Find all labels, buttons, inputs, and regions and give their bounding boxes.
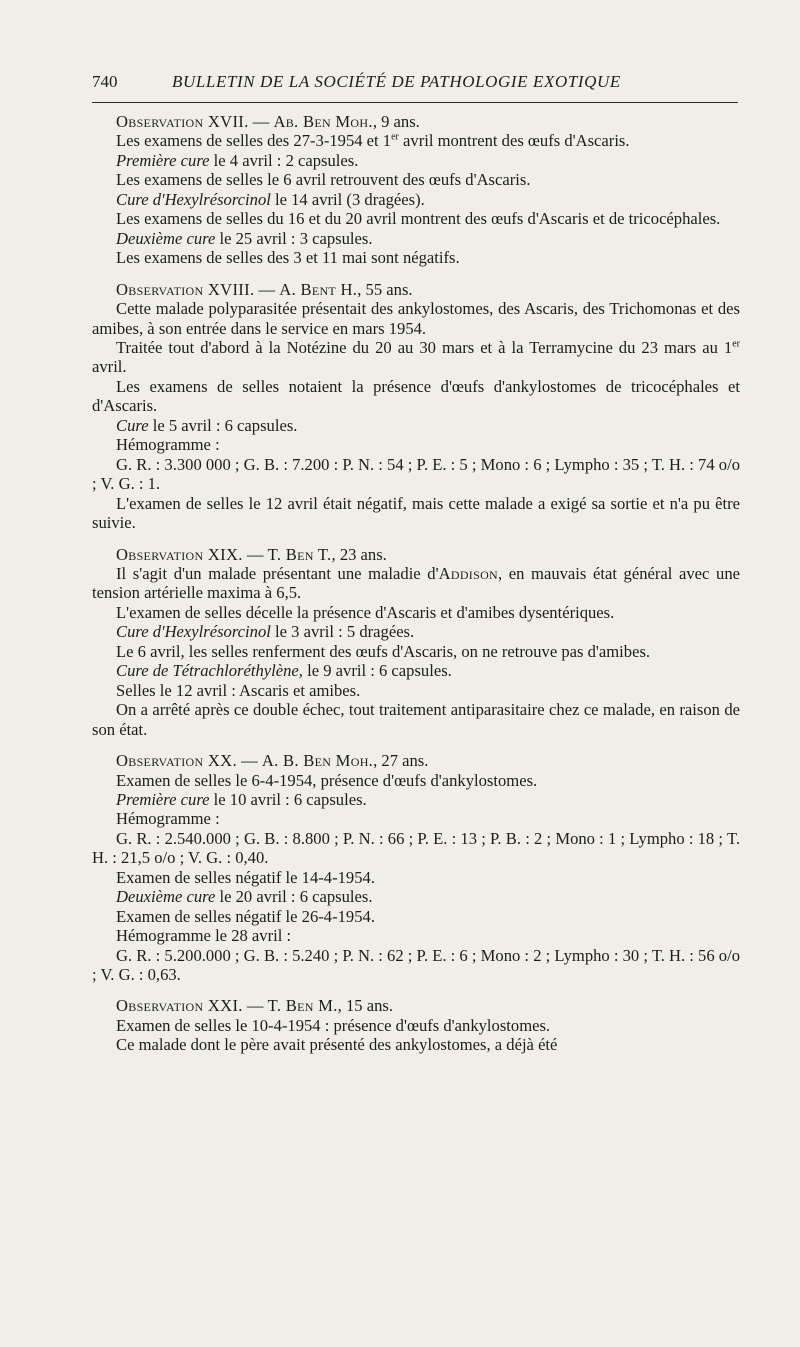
observation-heading: Observation XXI. — T. Ben M., 15 ans. [116,996,393,1016]
patient-name: Ab. Ben Moh. [273,112,373,131]
paragraph: Deuxième cure le 20 avril : 6 capsules. [116,887,373,907]
paragraph: Deuxième cure le 25 avril : 3 capsules. [116,228,373,248]
patient-name: T. Ben M. [267,996,338,1016]
paragraph: Ce malade dont le père avait présenté des ankylostomes, a déjà été [116,1035,558,1055]
observation-heading: Observation XVIII. — A. Bent H., 55 ans. [116,279,413,299]
observation-heading: Observation XIX. — T. Ben T., 23 ans. [116,544,387,564]
page-body [92,112,740,1055]
observation-label: Observation XIX. [116,544,243,564]
paragraph: L'examen de selles décelle la présence d'Ascaris et d'amibes dysentériques. [116,602,615,622]
observation-label: Observation XXI. [116,996,243,1016]
page-number: 740 [92,72,118,91]
paragraph: Traitée tout d'abord à la Notézine du 20 au 30 mars et à la Terramycine du 23 mars au 1er avril. [92,337,740,377]
paragraph: Les examens de selles notaient la présence d'œufs d'ankylostomes de tricocéphales et d'Ascaris. [92,376,740,416]
patient-name: T. Ben T. [267,544,332,564]
paragraph: Les examens de selles du 16 et du 20 avril montrent des œufs d'Ascaris et de tricocéphales. [116,209,721,229]
paragraph: Hémogramme le 28 avril : [116,926,292,946]
paragraph: Cette malade polyparasitée présentait des ankylostomes, des Ascaris, des Trichomonas et des amibes, à son entrée dans le service en mars 1954. [92,299,740,338]
paragraph: Examen de selles négatif le 14-4-1954. [116,867,375,887]
observation-18 [92,280,740,533]
paragraph: Il s'agit d'un malade présentant une maladie d'Addison, en mauvais état général avec une tension artérielle maxima à 6,5. [92,563,740,603]
paragraph: Les examens de selles des 3 et 11 mai sont négatifs. [116,248,460,268]
observation-19 [92,545,740,740]
paragraph: Cure de Tétrachloréthylène, le 9 avril : 6 capsules. [116,661,452,681]
paragraph: Première cure le 10 avril : 6 capsules. [116,789,367,809]
hemogram-values: G. R. : 3.300 000 ; G. B. : 7.200 : P. N. : 54 ; P. E. : 5 ; Mono : 6 ; Lympho : 35 ; T. H. : 74 o/o ; V. G. : 1. [92,454,741,494]
paragraph: Le 6 avril, les selles renferment des œufs d'Ascaris, on ne retrouve pas d'amibes. [116,641,651,661]
paragraph: On a arrêté après ce double échec, tout traitement antiparasitaire chez ce malade, en raison de son état. [92,700,740,739]
paragraph: Les examens de selles des 27-3-1954 et 1er avril montrent des œufs d'Ascaris. [116,131,630,151]
observation-21 [92,996,740,1054]
observation-17 [92,112,740,268]
journal-title: BULLETIN DE LA SOCIÉTÉ DE PATHOLOGIE EXOTIQUE [172,72,621,91]
observation-heading: Observation XVII. — Ab. Ben Moh., 9 ans. [116,112,420,131]
paragraph: L'examen de selles le 12 avril était négatif, mais cette malade a exigé sa sortie et n'a pu être suivie. [92,493,740,533]
paragraph: Les examens de selles le 6 avril retrouvent des œufs d'Ascaris. [116,170,531,190]
paragraph: Hémogramme : [116,435,220,455]
paragraph: Cure d'Hexylrésorcinol le 3 avril : 5 dragées. [116,622,415,642]
running-header [92,68,738,103]
observation-label: Observation XVII. [116,112,249,131]
observation-label: Observation XVIII. [116,279,255,299]
paragraph: Examen de selles le 6-4-1954, présence d'œufs d'ankylostomes. [116,770,538,790]
paragraph: Selles le 12 avril : Ascaris et amibes. [116,680,361,700]
paragraph: Examen de selles négatif le 26-4-1954. [116,906,375,926]
paragraph: Cure le 5 avril : 6 capsules. [116,415,298,435]
patient-name: A. Bent H. [279,279,358,299]
paragraph: Première cure le 4 avril : 2 capsules. [116,150,359,170]
hemogram-values: G. R. : 2.540.000 ; G. B. : 8.800 ; P. N. : 66 ; P. E. : 13 ; P. B. : 2 ; Mono : 1 ; Lympho : 18 ; T. H. : 21,5 o/o ; V. G. : 0,40. [92,828,740,868]
paragraph: Cure d'Hexylrésorcinol le 14 avril (3 dragées). [116,189,425,209]
hemogram-values: G. R. : 5.200.000 ; G. B. : 5.240 ; P. N. : 62 ; P. E. : 6 ; Mono : 2 ; Lympho : 30 ; T. H. : 56 o/o ; V. G. : 0,63. [92,945,741,985]
observation-heading: Observation XX. — A. B. Ben Moh., 27 ans. [116,751,429,771]
observation-20 [92,751,740,984]
observation-label: Observation XX. [116,751,237,771]
patient-name: A. B. Ben Moh. [261,751,374,771]
paragraph: Examen de selles le 10-4-1954 : présence d'œufs d'ankylostomes. [116,1015,551,1035]
paragraph: Hémogramme : [116,809,220,829]
